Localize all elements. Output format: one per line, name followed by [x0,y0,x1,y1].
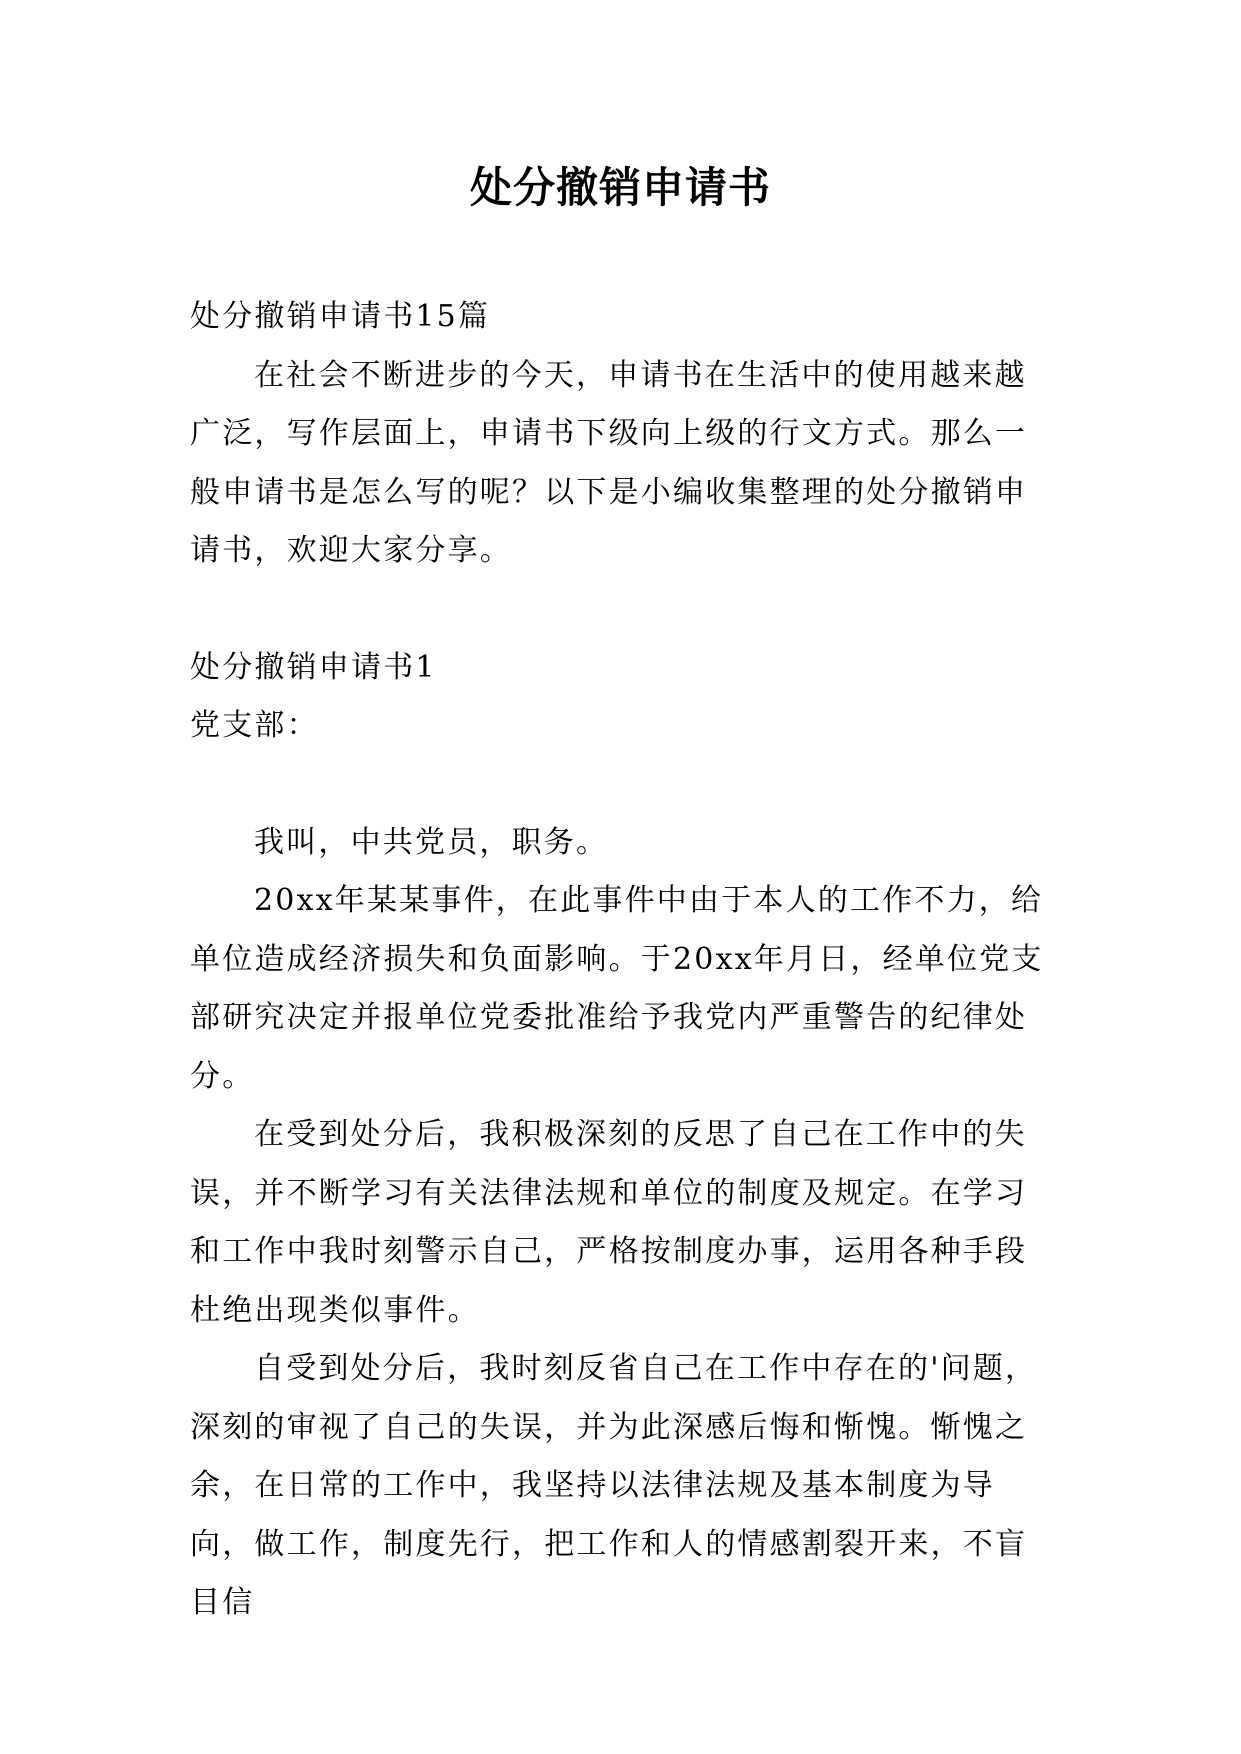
document-title: 处分撤销申请书 [469,163,771,212]
document-body [190,288,1050,1633]
intro-paragraph: 在社会不断进步的今天，申请书在生活中的使用越来越广泛，写作层面上，申请书下级向上级的行文方式。那么一般申请书是怎么写的呢？以下是小编收集整理的处分撤销申请书，欢迎大家分享。 [190,357,1028,568]
body-paragraph: 在受到处分后，我积极深刻的反思了自己在工作中的失误，并不断学习有关法律法规和单位的制度及规定。在学习和工作中我时刻警示自己，严格按制度办事，运用各种手段杜绝出现类似事件。 [190,1117,1028,1328]
document-subtitle: 处分撤销申请书15篇 [190,299,491,334]
salutation: 党支部： [190,708,319,743]
body-paragraph: 20xx年某某事件，在此事件中由于本人的工作不力，给单位造成经济损失和负面影响。于20xx年月日，经单位党支部研究决定并报单位党委批准给予我党内严重警告的纪律处分。 [190,883,1044,1094]
body-paragraph: 自受到处分后，我时刻反省自己在工作中存在的'问题，深刻的审视了自己的失误，并为此深感后悔和惭愧。惭愧之余，在日常的工作中，我坚持以法律法规及基本制度为导向，做工作，制度先行，把工作和人的情感割裂开来，不盲目信 [190,1351,1038,1620]
section-heading: 处分撤销申请书1 [190,649,437,685]
body-paragraph: 我叫，中共党员，职务。 [254,824,609,860]
